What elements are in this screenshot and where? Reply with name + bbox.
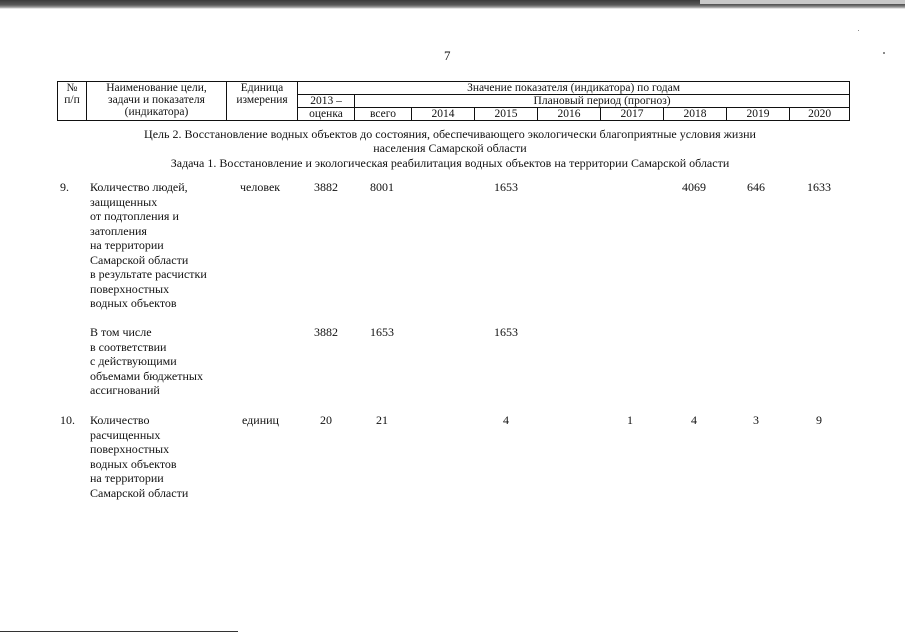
col-year-2016: 2016 <box>538 108 601 121</box>
col-total-header: всего <box>355 108 412 121</box>
value-2015: 1653 <box>494 180 518 194</box>
value-2013: 3882 <box>314 325 338 339</box>
col-name-header: Наименование цели, задачи и показателя (индикатора) <box>87 82 227 121</box>
footnote-rule <box>0 631 238 632</box>
col-year-2017: 2017 <box>601 108 664 121</box>
value-2020: 9 <box>816 413 822 427</box>
row-number: 10. <box>60 413 75 427</box>
col-year-2015: 2015 <box>475 108 538 121</box>
col-2013-estimate: оценка <box>298 108 355 121</box>
value-2019: 3 <box>753 413 759 427</box>
row-number: 9. <box>60 180 69 194</box>
value-2015: 1653 <box>494 325 518 339</box>
value-2013: 20 <box>320 413 332 427</box>
value-2015: 4 <box>503 413 509 427</box>
col-year-2014: 2014 <box>412 108 475 121</box>
indicator-name: Количество людей, защищенных от подтопления и затопления на территории Самарской области в результате расчистки поверхностных водных объектов <box>90 180 207 310</box>
scan-speck <box>883 52 885 54</box>
value-2020: 1633 <box>807 180 831 194</box>
value-2018: 4 <box>691 413 697 427</box>
planned-period-header: Плановый период (прогноз) <box>355 95 850 108</box>
indicator-table-header <box>57 81 850 121</box>
goal-heading: Цель 2. Восстановление водных объектов до состояния, обеспечивающего экологически благоприятные условия жизни населения Самарской области <box>144 127 756 155</box>
value-2018: 4069 <box>682 180 706 194</box>
col-number-header: № п/п <box>58 82 87 121</box>
unit-value: единиц <box>242 413 279 427</box>
value-2017: 1 <box>627 413 633 427</box>
scan-speck <box>858 30 859 31</box>
col-2013-header: 2013 – <box>298 95 355 108</box>
page-number: 7 <box>444 48 451 63</box>
unit-value: человек <box>240 180 281 194</box>
indicator-name: В том числе в соответствии с действующими объемами бюджетных ассигнований <box>90 325 203 397</box>
task-heading: Задача 1. Восстановление и экологическая реабилитация водных объектов на территории Самарской области <box>170 156 730 170</box>
values-by-year-header: Значение показателя (индикатора) по годам <box>298 82 850 95</box>
col-year-2020: 2020 <box>790 108 850 121</box>
value-total: 8001 <box>370 180 394 194</box>
scan-top-edge-light <box>700 0 905 4</box>
col-unit-header: Единица измерения <box>227 82 298 121</box>
value-2019: 646 <box>747 180 765 194</box>
value-total: 1653 <box>370 325 394 339</box>
col-year-2018: 2018 <box>664 108 727 121</box>
indicator-name: Количество расчищенных поверхностных водных объектов на территории Самарской области <box>90 413 189 500</box>
col-year-2019: 2019 <box>727 108 790 121</box>
value-2013: 3882 <box>314 180 338 194</box>
value-total: 21 <box>376 413 388 427</box>
